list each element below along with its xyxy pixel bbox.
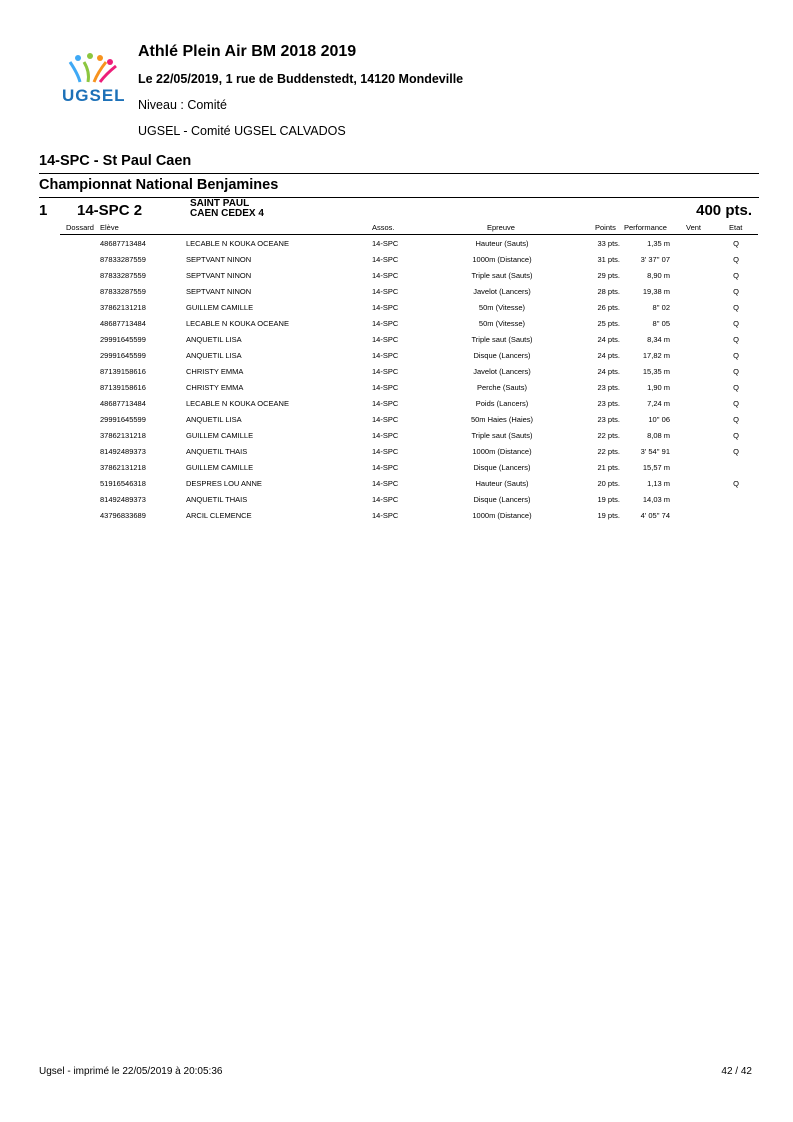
row-points: 23 pts. bbox=[597, 383, 620, 392]
row-points: 23 pts. bbox=[597, 399, 620, 408]
row-assos: 14-SPC bbox=[372, 239, 399, 248]
row-dossard: 37862131218 bbox=[100, 431, 146, 440]
row-dossard: 29991645599 bbox=[100, 351, 146, 360]
row-points: 26 pts. bbox=[597, 303, 620, 312]
team-total-points: 400 pts. bbox=[696, 202, 752, 219]
row-performance: 7,24 m bbox=[647, 399, 670, 408]
row-points: 28 pts. bbox=[597, 287, 620, 296]
club-title: 14-SPC - St Paul Caen bbox=[39, 153, 192, 169]
row-points: 21 pts. bbox=[597, 463, 620, 472]
row-performance: 4' 05'' 74 bbox=[640, 511, 670, 520]
row-performance: 1,90 m bbox=[647, 383, 670, 392]
table-row bbox=[0, 239, 793, 255]
row-dossard: 87139158616 bbox=[100, 383, 146, 392]
row-epreuve: 50m (Vitesse) bbox=[478, 303, 526, 312]
row-epreuve: Hauteur (Sauts) bbox=[475, 479, 529, 488]
row-assos: 14-SPC bbox=[372, 367, 399, 376]
col-epreuve: Epreuve bbox=[487, 223, 515, 232]
row-eleve: SEPTVANT NINON bbox=[186, 287, 252, 296]
row-etat: Q bbox=[733, 383, 739, 392]
club-divider bbox=[39, 173, 759, 174]
row-points: 24 pts. bbox=[597, 351, 620, 360]
row-points: 20 pts. bbox=[597, 479, 620, 488]
row-dossard: 37862131218 bbox=[100, 463, 146, 472]
col-assos: Assos. bbox=[372, 223, 395, 232]
row-epreuve: Triple saut (Sauts) bbox=[471, 335, 533, 344]
row-assos: 14-SPC bbox=[372, 255, 399, 264]
row-assos: 14-SPC bbox=[372, 463, 399, 472]
col-vent: Vent bbox=[686, 223, 702, 232]
row-performance: 14,03 m bbox=[642, 495, 670, 504]
row-etat: Q bbox=[733, 351, 739, 360]
table-row bbox=[0, 415, 793, 431]
table-row bbox=[0, 383, 793, 399]
team-school bbox=[190, 199, 264, 219]
footer-printed: Ugsel - imprimé le 22/05/2019 à 20:05:36 bbox=[39, 1066, 223, 1077]
row-performance: 8'' 02 bbox=[652, 303, 670, 312]
row-etat: Q bbox=[733, 415, 739, 424]
row-performance: 19,38 m bbox=[642, 287, 670, 296]
row-assos: 14-SPC bbox=[372, 511, 399, 520]
row-etat: Q bbox=[733, 431, 739, 440]
row-dossard: 87139158616 bbox=[100, 367, 146, 376]
row-eleve: LECABLE N KOUKA OCEANE bbox=[186, 319, 289, 328]
row-etat: Q bbox=[733, 239, 739, 248]
row-assos: 14-SPC bbox=[372, 383, 399, 392]
row-dossard: 81492489373 bbox=[100, 447, 146, 456]
row-performance: 1,35 m bbox=[647, 239, 670, 248]
row-eleve: GUILLEM CAMILLE bbox=[186, 303, 254, 312]
row-performance: 15,35 m bbox=[642, 367, 670, 376]
team-name: 14-SPC 2 bbox=[77, 202, 143, 219]
table-row bbox=[0, 335, 793, 351]
row-eleve: CHRISTY EMMA bbox=[186, 383, 244, 392]
row-points: 24 pts. bbox=[597, 367, 620, 376]
row-epreuve: 50m (Vitesse) bbox=[478, 319, 526, 328]
col-etat: Etat bbox=[729, 223, 743, 232]
row-assos: 14-SPC bbox=[372, 287, 399, 296]
row-eleve: CHRISTY EMMA bbox=[186, 367, 244, 376]
table-row bbox=[0, 303, 793, 319]
table-row bbox=[0, 495, 793, 511]
table-row bbox=[0, 367, 793, 383]
championship-title: Championnat National Benjamines bbox=[39, 177, 279, 193]
row-eleve: GUILLEM CAMILLE bbox=[186, 463, 254, 472]
championship-divider bbox=[39, 197, 759, 198]
row-assos: 14-SPC bbox=[372, 271, 399, 280]
row-etat: Q bbox=[733, 303, 739, 312]
row-dossard: 37862131218 bbox=[100, 303, 146, 312]
row-dossard: 51916546318 bbox=[100, 479, 146, 488]
row-dossard: 87833287559 bbox=[100, 287, 146, 296]
row-dossard: 48687713484 bbox=[100, 319, 146, 328]
row-performance: 3' 54'' 91 bbox=[640, 447, 670, 456]
table-row bbox=[0, 431, 793, 447]
row-dossard: 87833287559 bbox=[100, 255, 146, 264]
row-eleve: ANQUETIL LISA bbox=[186, 335, 242, 344]
team-rank: 1 bbox=[39, 202, 48, 219]
table-row bbox=[0, 511, 793, 527]
row-dossard: 29991645599 bbox=[100, 415, 146, 424]
row-dossard: 48687713484 bbox=[100, 239, 146, 248]
table-row bbox=[0, 351, 793, 367]
row-performance: 8,34 m bbox=[647, 335, 670, 344]
row-eleve: ANQUETIL LISA bbox=[186, 351, 242, 360]
row-points: 19 pts. bbox=[597, 495, 620, 504]
row-assos: 14-SPC bbox=[372, 351, 399, 360]
row-dossard: 87833287559 bbox=[100, 271, 146, 280]
meeting-title: Athlé Plein Air BM 2018 2019 bbox=[138, 43, 357, 60]
row-etat: Q bbox=[733, 319, 739, 328]
row-dossard: 48687713484 bbox=[100, 399, 146, 408]
row-etat: Q bbox=[733, 335, 739, 344]
row-epreuve: Disque (Lancers) bbox=[473, 351, 531, 360]
ugsel-logo-text: UGSEL bbox=[62, 86, 126, 105]
row-epreuve: Perche (Sauts) bbox=[476, 383, 528, 392]
row-points: 23 pts. bbox=[597, 415, 620, 424]
col-performance: Performance bbox=[624, 223, 667, 232]
table-row bbox=[0, 255, 793, 271]
row-eleve: ANQUETIL THAIS bbox=[186, 495, 248, 504]
row-epreuve: Triple saut (Sauts) bbox=[471, 271, 533, 280]
meeting-date-place: Le 22/05/2019, 1 rue de Buddenstedt, 14120 Mondeville bbox=[138, 72, 464, 86]
row-assos: 14-SPC bbox=[372, 303, 399, 312]
row-epreuve: Disque (Lancers) bbox=[473, 495, 531, 504]
row-performance: 8'' 05 bbox=[652, 319, 670, 328]
row-eleve: SEPTVANT NINON bbox=[186, 255, 252, 264]
table-row bbox=[0, 287, 793, 303]
row-performance: 1,13 m bbox=[647, 479, 670, 488]
row-epreuve: Javelot (Lancers) bbox=[473, 367, 531, 376]
row-performance: 8,08 m bbox=[647, 431, 670, 440]
row-etat: Q bbox=[733, 447, 739, 456]
row-eleve: DESPRES LOU ANNE bbox=[186, 479, 262, 488]
row-points: 29 pts. bbox=[597, 271, 620, 280]
row-epreuve: Triple saut (Sauts) bbox=[471, 431, 533, 440]
row-assos: 14-SPC bbox=[372, 415, 399, 424]
row-etat: Q bbox=[733, 399, 739, 408]
row-performance: 15,57 m bbox=[642, 463, 670, 472]
row-eleve: ARCIL CLEMENCE bbox=[186, 511, 252, 520]
row-points: 22 pts. bbox=[597, 431, 620, 440]
row-epreuve: Hauteur (Sauts) bbox=[475, 239, 529, 248]
row-performance: 17,82 m bbox=[642, 351, 670, 360]
row-eleve: LECABLE N KOUKA OCEANE bbox=[186, 399, 289, 408]
row-eleve: GUILLEM CAMILLE bbox=[186, 431, 254, 440]
row-assos: 14-SPC bbox=[372, 399, 399, 408]
row-etat: Q bbox=[733, 287, 739, 296]
row-etat: Q bbox=[733, 255, 739, 264]
col-dossard: Dossard bbox=[66, 223, 94, 232]
row-performance: 10'' 06 bbox=[648, 415, 670, 424]
row-epreuve: 1000m (Distance) bbox=[472, 255, 532, 264]
row-points: 25 pts. bbox=[597, 319, 620, 328]
row-assos: 14-SPC bbox=[372, 431, 399, 440]
col-eleve: Elève bbox=[100, 223, 119, 232]
row-epreuve: Javelot (Lancers) bbox=[473, 287, 531, 296]
row-eleve: ANQUETIL THAIS bbox=[186, 447, 248, 456]
row-eleve: ANQUETIL LISA bbox=[186, 415, 242, 424]
row-assos: 14-SPC bbox=[372, 335, 399, 344]
row-assos: 14-SPC bbox=[372, 479, 399, 488]
col-points: Points bbox=[595, 223, 616, 232]
row-assos: 14-SPC bbox=[372, 447, 399, 456]
row-points: 31 pts. bbox=[597, 255, 620, 264]
school-line-1: SAINT PAUL bbox=[190, 198, 250, 209]
row-eleve: LECABLE N KOUKA OCEANE bbox=[186, 239, 289, 248]
header-divider bbox=[60, 234, 758, 235]
row-performance: 8,90 m bbox=[647, 271, 670, 280]
table-row bbox=[0, 463, 793, 479]
row-epreuve: 1000m (Distance) bbox=[472, 447, 532, 456]
row-dossard: 81492489373 bbox=[100, 495, 146, 504]
row-etat: Q bbox=[733, 367, 739, 376]
row-points: 22 pts. bbox=[597, 447, 620, 456]
meeting-level: Niveau : Comité bbox=[138, 98, 227, 112]
row-dossard: 43796833689 bbox=[100, 511, 146, 520]
table-row bbox=[0, 399, 793, 415]
row-points: 33 pts. bbox=[597, 239, 620, 248]
row-points: 24 pts. bbox=[597, 335, 620, 344]
row-etat: Q bbox=[733, 479, 739, 488]
table-row bbox=[0, 479, 793, 495]
table-row bbox=[0, 319, 793, 335]
row-epreuve: Poids (Lancers) bbox=[475, 399, 529, 408]
ugsel-logo bbox=[60, 52, 128, 108]
row-epreuve: Disque (Lancers) bbox=[473, 463, 531, 472]
row-eleve: SEPTVANT NINON bbox=[186, 271, 252, 280]
row-assos: 14-SPC bbox=[372, 495, 399, 504]
meeting-committee: UGSEL - Comité UGSEL CALVADOS bbox=[138, 124, 346, 138]
row-dossard: 29991645599 bbox=[100, 335, 146, 344]
row-points: 19 pts. bbox=[597, 511, 620, 520]
footer-page: 42 / 42 bbox=[721, 1066, 752, 1077]
row-performance: 3' 37'' 07 bbox=[640, 255, 670, 264]
table-row bbox=[0, 447, 793, 463]
row-etat: Q bbox=[733, 271, 739, 280]
row-assos: 14-SPC bbox=[372, 319, 399, 328]
row-epreuve: 1000m (Distance) bbox=[472, 511, 532, 520]
school-line-2: CAEN CEDEX 4 bbox=[190, 208, 264, 219]
table-row bbox=[0, 271, 793, 287]
row-epreuve: 50m Haies (Haies) bbox=[470, 415, 534, 424]
